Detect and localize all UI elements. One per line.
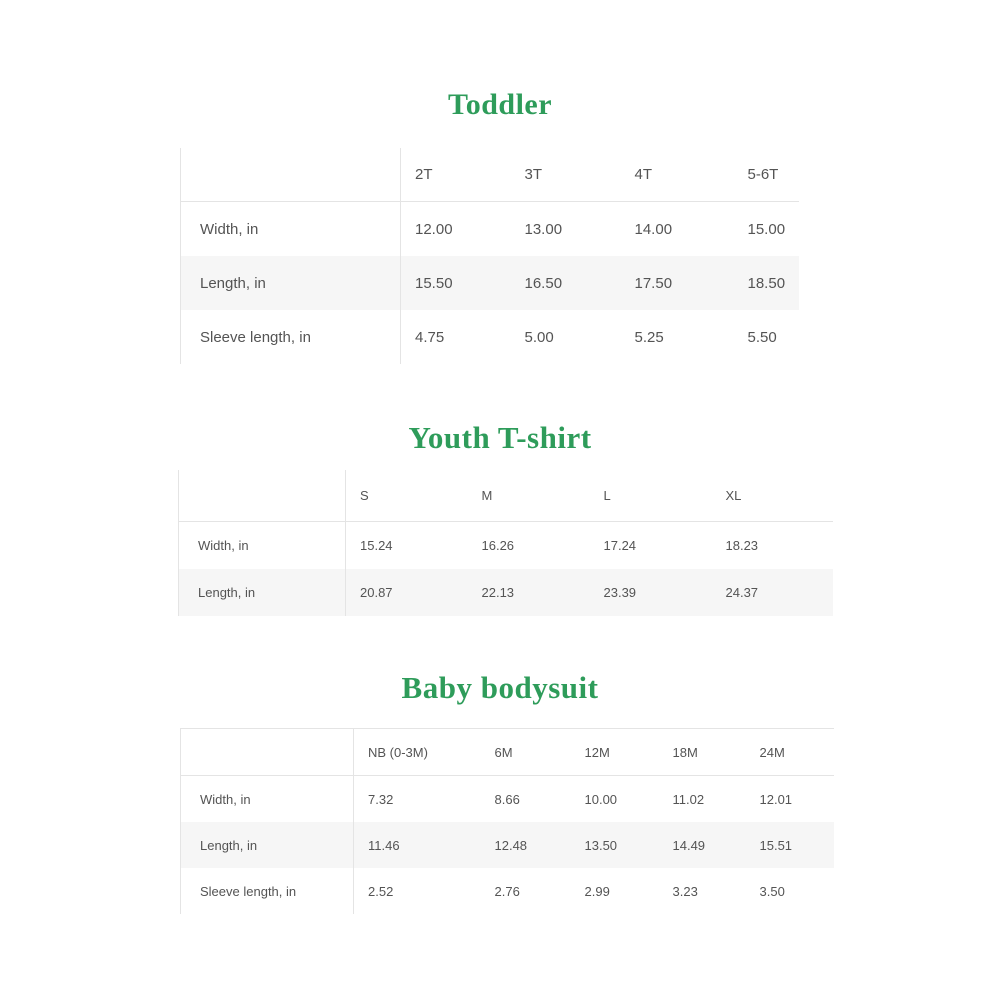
table-row-length: [181, 822, 834, 868]
corner-empty-cell: [179, 470, 346, 522]
size-value-cell: 13.00: [524, 220, 563, 238]
size-value-cell: 24.37: [725, 585, 759, 600]
column-header-3t: 3T: [524, 166, 543, 183]
column-header-24m: 24M: [759, 744, 785, 760]
size-value-cell: 10.00: [584, 791, 618, 807]
column-header-2t: 2T: [415, 166, 433, 183]
size-value-cell: 12.48: [494, 837, 528, 853]
size-value-cell: 5.25: [634, 328, 664, 346]
row-label: Length, in: [179, 569, 346, 616]
column-header-5-6t: 5-6T: [747, 166, 779, 183]
table-row-width: [179, 522, 833, 570]
column-header-l: L: [603, 488, 611, 503]
size-value-cell: 5.00: [524, 328, 554, 346]
size-value-cell: 3.23: [672, 883, 698, 899]
row-label: Width, in: [181, 202, 401, 257]
table-row-length: [179, 569, 833, 616]
youth-header-row: [179, 470, 833, 522]
table-row-sleeve-length: [181, 310, 799, 364]
size-value-cell: 14.00: [634, 220, 673, 238]
size-value-cell: 14.49: [672, 837, 706, 853]
column-header-6m: 6M: [494, 744, 513, 760]
toddler-section-title: Toddler: [447, 88, 553, 121]
youth-tshirt-size-table: [178, 470, 833, 616]
size-value-cell: 15.24: [360, 538, 393, 553]
size-value-cell: 15.00: [747, 220, 786, 238]
size-value-cell: 11.02: [672, 791, 705, 807]
row-label: Width, in: [181, 776, 354, 823]
size-value-cell: 2.76: [494, 883, 520, 899]
table-row-width: [181, 202, 799, 257]
size-value-cell: 12.01: [759, 791, 793, 807]
size-value-cell: 4.75: [415, 328, 445, 346]
row-label: Width, in: [179, 522, 346, 570]
size-value-cell: 2.99: [584, 883, 610, 899]
size-value-cell: 22.13: [481, 585, 515, 600]
size-value-cell: 18.23: [725, 538, 759, 553]
column-header-xl: XL: [725, 488, 742, 503]
toddler-size-table: [180, 148, 799, 364]
size-value-cell: 18.50: [747, 274, 786, 292]
row-label: Length, in: [181, 822, 354, 868]
table-row-width: [181, 776, 834, 823]
corner-empty-cell: [181, 729, 354, 776]
column-header-s: S: [360, 488, 369, 503]
toddler-header-row: [181, 148, 799, 202]
baby-bodysuit-section-title: Baby bodysuit: [401, 670, 599, 705]
table-row-length: [181, 256, 799, 310]
column-header-12m: 12M: [584, 744, 610, 760]
size-value-cell: 23.39: [603, 585, 637, 600]
baby-bodysuit-size-table: [180, 728, 834, 914]
size-value-cell: 13.50: [584, 837, 618, 853]
size-value-cell: 5.50: [747, 328, 777, 346]
baby-header-row: [181, 729, 834, 776]
size-value-cell: 11.46: [368, 837, 400, 853]
size-value-cell: 7.32: [368, 791, 394, 807]
size-value-cell: 16.50: [524, 274, 563, 292]
size-value-cell: 12.00: [415, 220, 453, 238]
size-value-cell: 17.50: [634, 274, 673, 292]
size-value-cell: 15.50: [415, 274, 453, 292]
size-value-cell: 16.26: [481, 538, 515, 553]
table-row-sleeve-length: [181, 868, 834, 914]
youth-tshirt-section-title: Youth T-shirt: [408, 420, 592, 455]
column-header-m: M: [481, 488, 493, 503]
row-label: Sleeve length, in: [181, 310, 401, 364]
size-value-cell: 15.51: [759, 837, 793, 853]
row-label: Length, in: [181, 256, 401, 310]
size-value-cell: 3.50: [759, 883, 785, 899]
size-value-cell: 8.66: [494, 791, 520, 807]
row-label: Sleeve length, in: [181, 868, 354, 914]
size-value-cell: 17.24: [603, 538, 637, 553]
corner-empty-cell: [181, 148, 401, 202]
column-header-4t: 4T: [634, 166, 653, 183]
column-header-nb-0-3m: NB (0-3M): [368, 744, 428, 760]
size-value-cell: 2.52: [368, 883, 394, 899]
column-header-18m: 18M: [672, 744, 698, 760]
size-value-cell: 20.87: [360, 585, 393, 600]
